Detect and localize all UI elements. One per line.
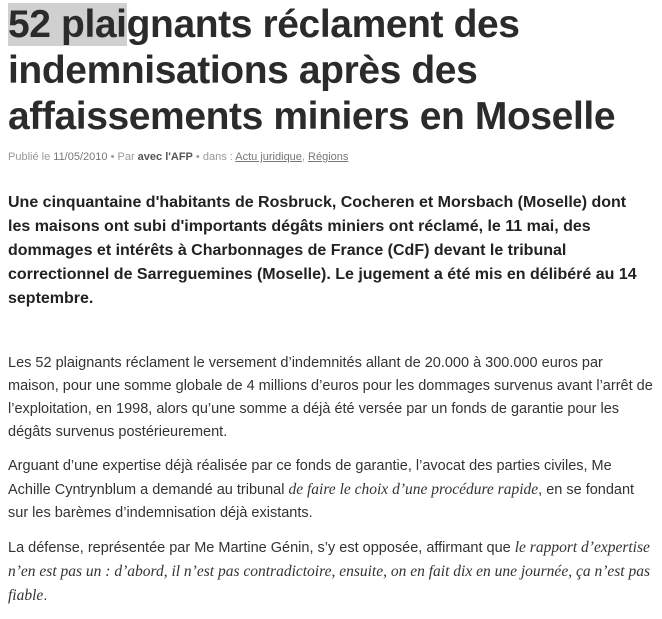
paragraph-3: [8, 536, 653, 608]
paragraph-3-quote: le rapport d’expertise n’en est pas un : d’abord, il n’est pas contradictoire, ensuite, on en fait dix en une journée, ça n’est pas fiable: [8, 539, 650, 604]
paragraph-2-quote: de faire le choix d’une procédure rapide: [288, 481, 539, 498]
category-link-actu-juridique[interactable]: Actu juridique: [235, 151, 302, 163]
paragraph-2-text-b: , en se fondant sur les barèmes d’indemnisation déjà existants.: [8, 482, 635, 521]
publish-date: 11/05/2010: [53, 151, 108, 163]
article-body: [8, 352, 653, 619]
paragraph-3-text-b: .: [43, 588, 48, 604]
published-label: Publié le: [8, 151, 51, 163]
in-label: dans :: [202, 151, 233, 163]
paragraph-2-text-a: Arguant d’une expertise déjà réalisée par ce fonds de garantie, l’avocat des parties civiles, Me Achille Cyntrynblum a demandé au tribunal: [8, 458, 612, 498]
title-highlight: 52 plai: [8, 3, 127, 46]
paragraph-1: Les 52 plaignants réclament le versement d’indemnités allant de 20.000 à 300.000 euros par maison, pour une somme globale de 4 millions d’euros pour les dommages survenus avant l’arrêt de l’exploitation, en 1998, alors qu’une somme a déjà été versée par un fonds de garantie pour les dégâts survenus postérieurement.: [8, 355, 653, 440]
category-link-regions[interactable]: Régions: [308, 151, 349, 163]
article-meta: Publié le 11/05/2010 • Par avec l'AFP • dans : Actu juridique, Régions: [8, 151, 349, 163]
author: avec l'AFP: [137, 151, 193, 163]
article-title: [8, 2, 658, 140]
article-lead: Une cinquantaine d'habitants de Rosbruck, Cocheren et Morsbach (Moselle) dont les maisons ont subi d'importants dégâts miniers ont réclamé, le 11 mai, des dommages et intérêts à Charbonnages de France (CdF) devant le tribunal correctionnel de Sarreguemines (Moselle). Le jugement a été mis en délibéré au 14 septembre.: [8, 194, 637, 307]
category-separator: ,: [301, 151, 305, 163]
paragraph-3-text-a: La défense, représentée par Me Martine Génin, s’y est opposée, affirmant que: [8, 540, 515, 556]
by-label: Par: [117, 151, 135, 163]
paragraph-2: [8, 455, 653, 525]
title-text: gnants réclament des indemnisations après des affaissements miniers en Moselle: [8, 3, 616, 138]
